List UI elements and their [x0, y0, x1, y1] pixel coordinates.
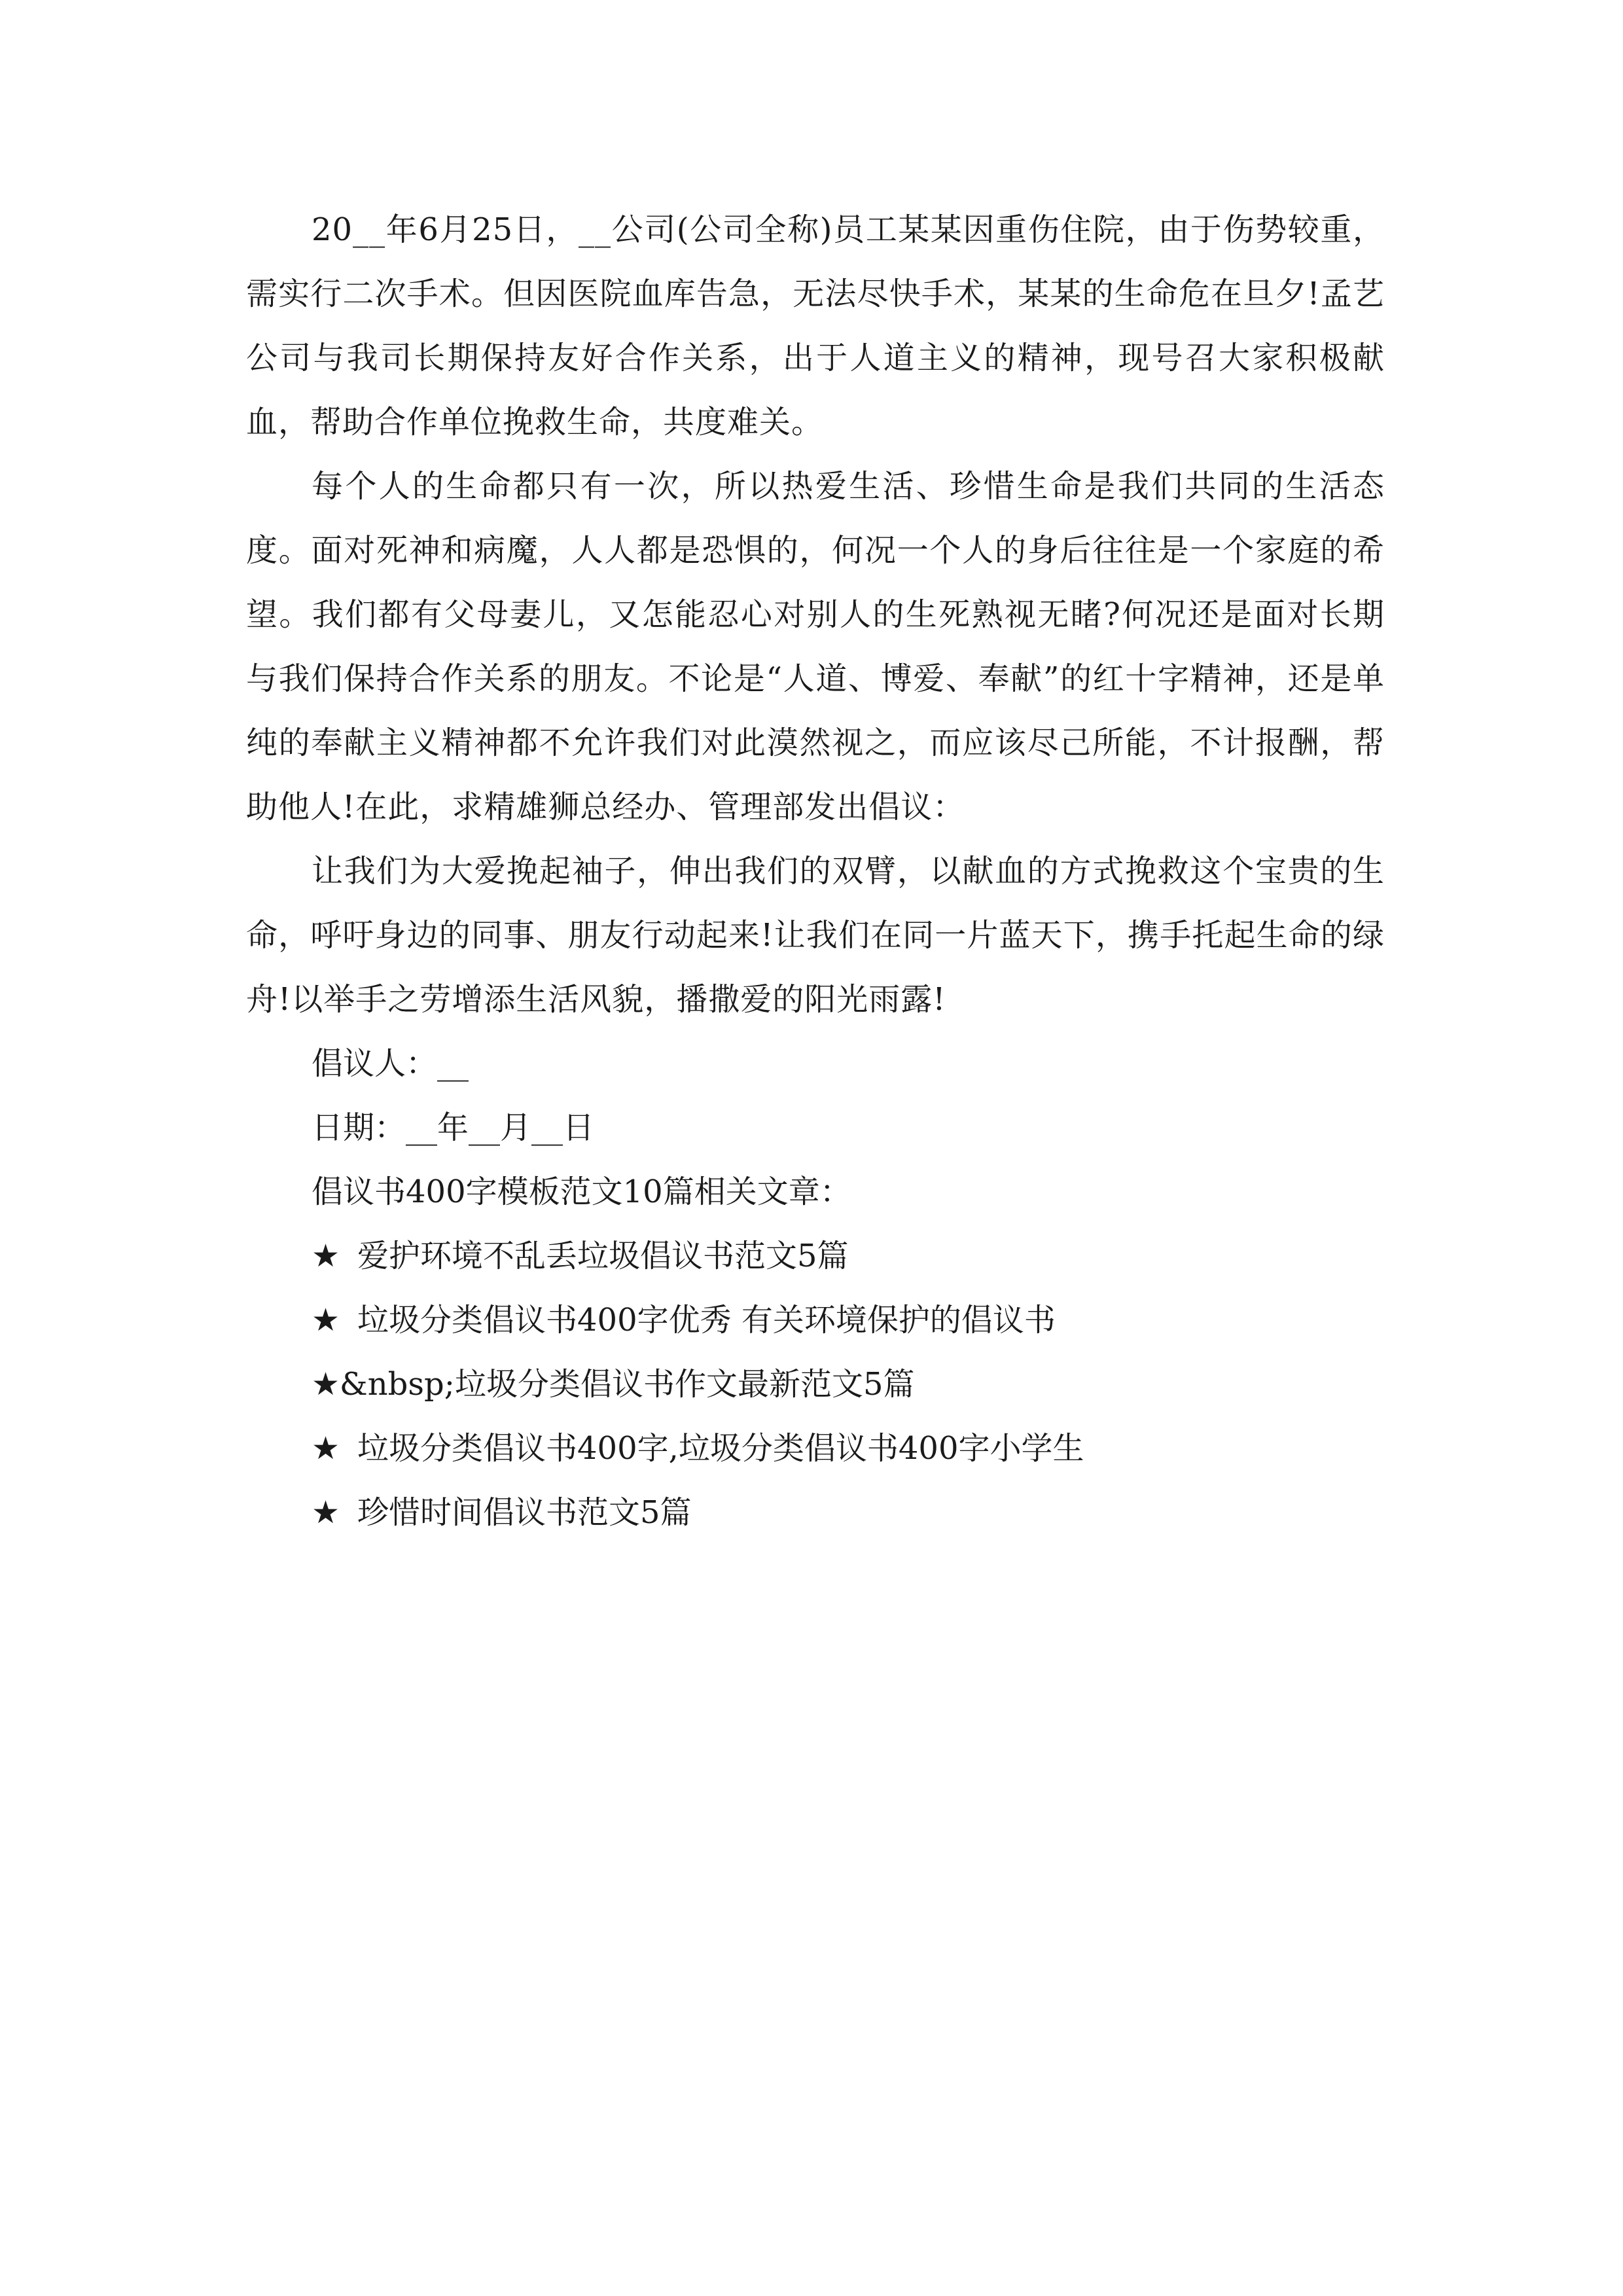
related-article-link[interactable]	[246, 1224, 1385, 1288]
star-icon: ★&nbsp;	[312, 1366, 455, 1403]
related-article-link[interactable]	[246, 1288, 1385, 1352]
related-article-link[interactable]	[246, 1480, 1385, 1545]
document-body	[246, 198, 1385, 1545]
star-icon: ★	[312, 1302, 340, 1338]
related-articles-list	[246, 1224, 1385, 1545]
date-line: 日期：__年__月__日	[312, 1109, 595, 1146]
star-icon: ★	[312, 1494, 340, 1531]
related-article-title[interactable]: 垃圾分类倡议书400字优秀 有关环境保护的倡议书	[357, 1302, 1056, 1338]
related-articles-heading: 倡议书400字模板范文10篇相关文章：	[312, 1174, 851, 1210]
signer-line: 倡议人：__	[312, 1045, 469, 1082]
related-article-title[interactable]: 爱护环境不乱丢垃圾倡议书范文5篇	[357, 1238, 849, 1274]
related-article-link[interactable]	[246, 1416, 1385, 1480]
paragraph-appeal: 每个人的生命都只有一次，所以热爱生活、珍惜生命是我们共同的生活态度。面对死神和病魔，人人都是恐惧的，何况一个人的身后往往是一个家庭的希望。我们都有父母妻儿，又怎能忍心对别人的生死熟视无睹?何况还是面对长期与我们保持合作关系的朋友。不论是“人道、博爱、奉献”的红十字精神，还是单纯的奉献主义精神都不允许我们对此漠然视之，而应该尽己所能，不计报酬，帮助他人!在此，求精雄狮总经办、管理部发出倡议：	[246, 468, 1385, 825]
paragraph-call-to-action: 让我们为大爱挽起袖子，伸出我们的双臂，以献血的方式挽救这个宝贵的生命，呼吁身边的同事、朋友行动起来!让我们在同一片蓝天下，携手托起生命的绿舟!以举手之劳增添生活风貌，播撒爱的阳光雨露!	[246, 853, 1385, 1018]
related-article-title[interactable]: 垃圾分类倡议书400字,垃圾分类倡议书400字小学生	[357, 1430, 1084, 1467]
paragraph-incident: 20__年6月25日，__公司(公司全称)员工某某因重伤住院，由于伤势较重，需实行二次手术。但因医院血库告急，无法尽快手术，某某的生命危在旦夕!孟艺公司与我司长期保持友好合作关系，出于人道主义的精神，现号召大家积极献血，帮助合作单位挽救生命，共度难关。	[246, 211, 1385, 440]
related-article-link[interactable]	[246, 1352, 1385, 1416]
star-icon: ★	[312, 1238, 340, 1274]
related-article-title[interactable]: 垃圾分类倡议书作文最新范文5篇	[454, 1366, 915, 1403]
related-article-title[interactable]: 珍惜时间倡议书范文5篇	[357, 1494, 692, 1531]
star-icon: ★	[312, 1430, 340, 1467]
